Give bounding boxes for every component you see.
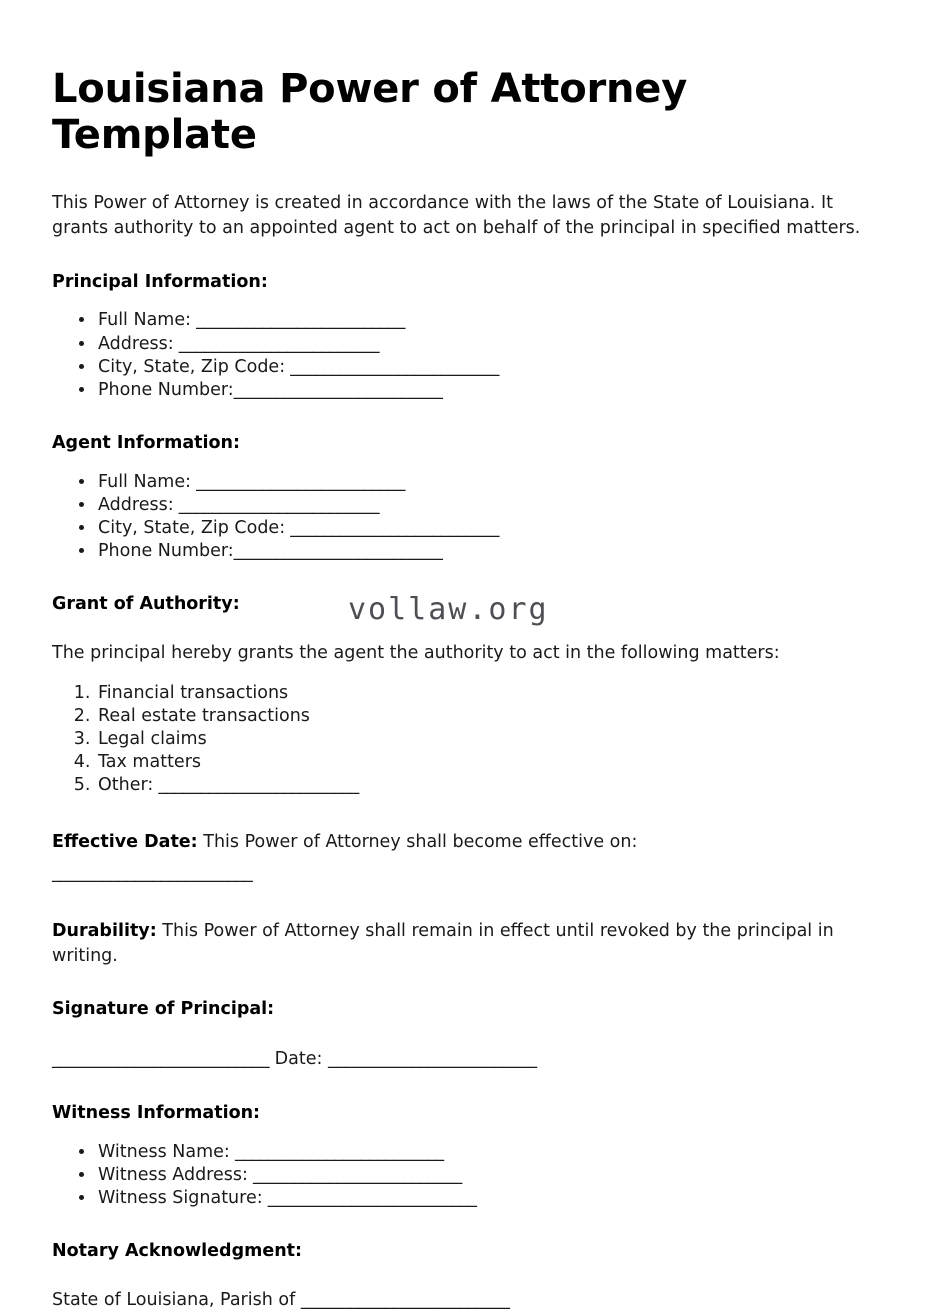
grant-of-authority-list: [52, 682, 890, 797]
notary-text: State of Louisiana, Parish of: [52, 1289, 301, 1310]
section-heading-witness-information: Witness Information:: [52, 1102, 261, 1123]
list-item: [96, 471, 890, 494]
witness-information-list: [52, 1141, 890, 1210]
date-blank-line[interactable]: _________________________: [327, 1049, 537, 1070]
section-heading-grant-of-authority: Grant of Authority:: [52, 593, 240, 614]
signature-line-row: [52, 1047, 890, 1072]
list-item: [96, 1164, 890, 1187]
section-heading-signature-of-principal: Signature of Principal:: [52, 999, 275, 1020]
page-title: Louisiana Power of Attorney Template: [52, 66, 688, 158]
grant-intro-paragraph: The principal hereby grants the agent the authority to act in the following matters:: [52, 642, 780, 663]
agent-information-list: [52, 471, 890, 563]
list-item: [96, 682, 890, 705]
list-item: [96, 333, 890, 356]
durability-label: Durability:: [52, 920, 157, 941]
field-blank-line[interactable]: _________________________: [247, 1164, 462, 1185]
list-item: [96, 540, 890, 563]
durability-text: This Power of Attorney shall remain in effect until revoked by the principal in writing.: [52, 920, 834, 966]
field-blank-line[interactable]: ________________________: [173, 494, 380, 515]
effective-date-label: Effective Date:: [52, 832, 198, 852]
field-blank-line[interactable]: ________________________: [153, 774, 359, 795]
signature-blank-line[interactable]: __________________________: [52, 1049, 270, 1070]
list-item: [96, 1187, 890, 1210]
section-heading-principal-information: Principal Information:: [52, 271, 268, 292]
field-label: Phone Number:: [98, 540, 234, 561]
field-label: Legal claims: [98, 728, 207, 749]
field-label: Witness Name:: [98, 1141, 230, 1162]
list-item: [96, 517, 890, 540]
watermark-text: vollaw.org: [348, 592, 549, 627]
list-item: [96, 494, 890, 517]
field-blank-line[interactable]: _________________________: [233, 540, 443, 561]
notary-parish-blank-line[interactable]: _________________________: [300, 1289, 510, 1310]
field-label: Witness Address:: [98, 1164, 248, 1185]
field-label: Address:: [98, 494, 174, 515]
field-blank-line[interactable]: _________________________: [191, 471, 405, 492]
intro-paragraph: This Power of Attorney is created in accordance with the laws of the State of Louisiana. It grants authority to an appointed agent to act on behalf of the principal in specified matters.: [52, 193, 861, 238]
notary-parish-row: [52, 1288, 890, 1313]
field-label: Address:: [98, 333, 174, 354]
field-blank-line[interactable]: ________________________: [173, 333, 380, 354]
section-heading-notary-acknowledgment: Notary Acknowledgment:: [52, 1241, 303, 1261]
field-label: Tax matters: [98, 751, 202, 772]
field-blank-line[interactable]: _________________________: [262, 1187, 477, 1208]
effective-date-blank-line[interactable]: ________________________: [52, 862, 253, 883]
field-label: Witness Signature:: [98, 1187, 263, 1208]
field-label: Real estate transactions: [98, 705, 310, 726]
list-item: [96, 356, 890, 379]
date-label: Date:: [269, 1049, 328, 1070]
field-label: Full Name:: [98, 310, 192, 331]
field-blank-line[interactable]: _________________________: [233, 379, 443, 400]
field-label: Financial transactions: [98, 682, 289, 703]
field-blank-line[interactable]: _________________________: [285, 517, 500, 538]
list-item: [96, 774, 890, 797]
field-blank-line[interactable]: _________________________: [285, 356, 500, 377]
field-label: Other:: [98, 774, 154, 795]
list-item: [96, 728, 890, 751]
field-label: Phone Number:: [98, 379, 234, 400]
durability-paragraph: [52, 919, 882, 969]
principal-information-list: [52, 309, 890, 401]
field-blank-line[interactable]: _________________________: [191, 310, 405, 331]
effective-date-text: This Power of Attorney shall become effective on:: [197, 832, 638, 852]
field-blank-line[interactable]: _________________________: [229, 1141, 444, 1162]
list-item: [96, 705, 890, 728]
effective-date-paragraph: [52, 830, 882, 855]
list-item: [96, 379, 890, 402]
list-item: [96, 309, 890, 332]
list-item: [96, 1141, 890, 1164]
section-heading-agent-information: Agent Information:: [52, 432, 240, 453]
field-label: City, State, Zip Code:: [98, 517, 286, 538]
field-label: City, State, Zip Code:: [98, 356, 286, 377]
list-item: [96, 751, 890, 774]
field-label: Full Name:: [98, 471, 192, 492]
